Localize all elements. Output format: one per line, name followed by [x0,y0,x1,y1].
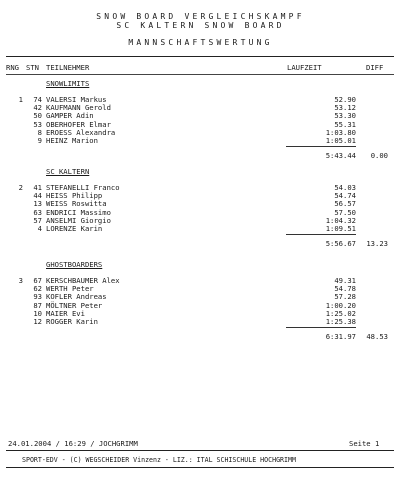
footer-rule-bottom [6,467,394,468]
run-time: 1:04.32 [325,215,356,225]
run-time: 49.31 [334,276,356,285]
participant-name: KAUFMANN Gerold [46,103,111,113]
start-number: 4 [37,224,42,233]
start-number: 10 [33,308,42,318]
team-rank: 2 [18,183,23,192]
col-rank: RNG [6,63,19,72]
participant-name: OBERHOFER Elmar [46,119,111,129]
subtitle: MANNSCHAFTSWERTUNG [128,38,273,47]
run-time: 56.57 [334,199,356,209]
run-time: 1:25.38 [325,317,356,326]
team-total-time: 5:43.44 [325,151,356,161]
team-rank: 3 [18,276,23,285]
title-line-2: SC KALTERN SNOW BOARD [116,21,285,30]
team-rank: 1 [18,95,23,104]
col-participant: TEILNEHMER [46,63,90,72]
participant-name: MAIER Evi [46,308,85,318]
team-name: GHOSTBOARDERS [46,260,103,269]
participant-name: HEINZ Marion [46,136,98,145]
start-number: 62 [33,284,42,294]
participant-row [0,224,401,233]
participant-name: STEFANELLI Franco [46,183,120,192]
participant-name: MÖLTNER Peter [46,300,103,310]
run-time: 1:03.80 [325,127,356,137]
run-time: 1:05.01 [325,136,356,145]
start-number: 74 [33,95,42,104]
col-stn: STN [26,63,39,72]
run-time: 54.78 [334,284,356,294]
run-time: 1:25.02 [325,308,356,318]
run-time: 55.31 [334,119,356,129]
run-time: 57.28 [334,292,356,302]
run-time: 1:00.20 [325,300,356,310]
team-diff: 48.53 [366,332,388,342]
participant-name: WERTH Peter [46,284,94,294]
col-time: LAUFZEIT [287,63,322,72]
footer-credits: SPORT-EDV - (C) WEGSCHEIDER Vinzenz - LIZ.: ITAL SCHISCHULE HOCHGRIMM [22,456,296,464]
sum-rule [286,234,356,235]
header-rule [6,56,394,57]
team-total-row [0,332,401,341]
participant-name: EROESS Alexandra [46,127,116,137]
participant-name: LORENZE Karin [46,224,103,233]
participant-name: GAMPER Adin [46,111,94,121]
title-line-1: SNOW BOARD VERGLEICHSKAMPF [96,12,305,21]
start-number: 87 [33,300,42,310]
start-number: 53 [33,119,42,129]
participant-name: ANSELMI Giorgio [46,215,111,225]
start-number: 13 [33,199,42,209]
participant-name: ENDRICI Massimo [46,207,111,217]
team-total-row [0,239,401,248]
participant-name: KOFLER Andreas [46,292,107,302]
participant-row [0,136,401,145]
start-number: 67 [33,276,42,285]
run-time: 52.90 [334,95,356,104]
run-time: 54.03 [334,183,356,192]
start-number: 93 [33,292,42,302]
sum-rule [286,327,356,328]
participant-row [0,317,401,326]
start-number: 12 [33,317,42,326]
start-number: 41 [33,183,42,192]
run-time: 53.12 [334,103,356,113]
participant-name: ROGGER Karin [46,317,98,326]
team-diff: 0.00 [370,151,388,161]
start-number: 8 [37,127,42,137]
start-number: 42 [33,103,42,113]
run-time: 53.30 [334,111,356,121]
start-number: 63 [33,207,42,217]
footer-date: 24.01.2004 / 16:29 / JOCHGRIMM [8,439,138,448]
team-name: SC KALTERN [46,167,90,176]
footer-rule-top [6,450,394,451]
team-total-time: 5:56.67 [325,239,356,249]
participant-name: WEISS Roswitta [46,199,107,209]
run-time: 1:09.51 [325,224,356,233]
column-rule [6,74,394,75]
start-number: 44 [33,191,42,201]
participant-name: VALERSI Markus [46,95,107,104]
team-total-row [0,151,401,160]
run-time: 57.50 [334,207,356,217]
team-name: SNOWLIMITS [46,79,90,88]
col-diff: DIFF [366,63,384,72]
team-total-time: 6:31.97 [325,332,356,342]
participant-name: KERSCHBAUMER Alex [46,276,120,285]
footer-page: Seite 1 [349,439,380,448]
participant-name: HEISS Philipp [46,191,103,201]
start-number: 50 [33,111,42,121]
run-time: 54.74 [334,191,356,201]
team-diff: 13.23 [366,239,388,249]
start-number: 9 [37,136,42,145]
start-number: 57 [33,215,42,225]
sum-rule [286,146,356,147]
